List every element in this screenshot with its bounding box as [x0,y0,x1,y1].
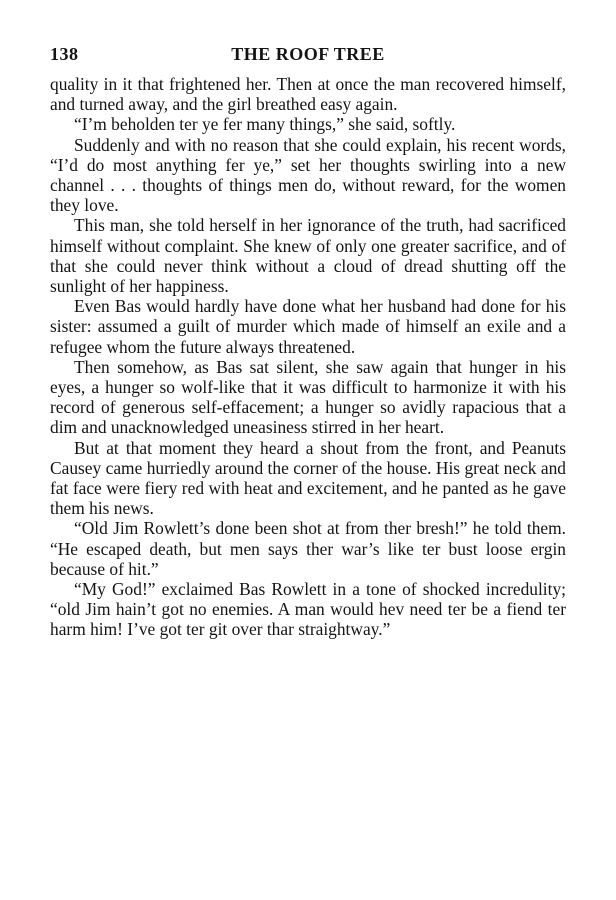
paragraph: Suddenly and with no reason that she could explain, his recent words, “I’d do most anything fer ye,” set her thoughts swirling into a new channel . . . thoughts of things men do, without reward, for the women they love. [50,134,566,216]
book-page [50,44,566,640]
running-title: THE ROOF TREE [231,44,385,64]
paragraph: “My God!” exclaimed Bas Rowlett in a tone of shocked incredulity; “old Jim hain’t got no enemies. A man would hev need ter be a fiend ter harm him! I’ve got ter git over thar straightway.” [50,579,566,640]
paragraph: “I’m beholden ter ye fer many things,” she said, softly. [74,114,456,135]
paragraph: Even Bas would hardly have done what her husband had done for his sister: assumed a guilt of murder which made of himself an exile and a refugee whom the future always threatened. [50,296,566,357]
body-text [50,74,566,640]
paragraph: “Old Jim Rowlett’s done been shot at from ther bresh!” he told them. “He escaped death, but men says ther war’s like ter bust loose ergin because of hit.” [50,518,566,579]
paragraph: quality in it that frightened her. Then at once the man recovered himself, and turned away, and the girl breathed easy again. [50,74,566,115]
page-header [50,44,566,74]
paragraph: This man, she told herself in her ignorance of the truth, had sacrificed himself without complaint. She knew of only one greater sacrifice, and of that she could never think without a cloud of dread shutting off the sunlight of her happiness. [50,215,566,297]
paragraph: Then somehow, as Bas sat silent, she saw again that hunger in his eyes, a hunger so wolf-like that it was difficult to harmonize it with his record of generous self-effacement; a hunger so avidly rapacious that a dim and unacknowledged uneasiness stirred in her heart. [50,356,566,438]
paragraph: But at that moment they heard a shout from the front, and Peanuts Causey came hurriedly around the corner of the house. His great neck and fat face were fiery red with heat and excitement, and he panted as he gave them his news. [50,437,566,519]
page-number: 138 [50,44,79,64]
